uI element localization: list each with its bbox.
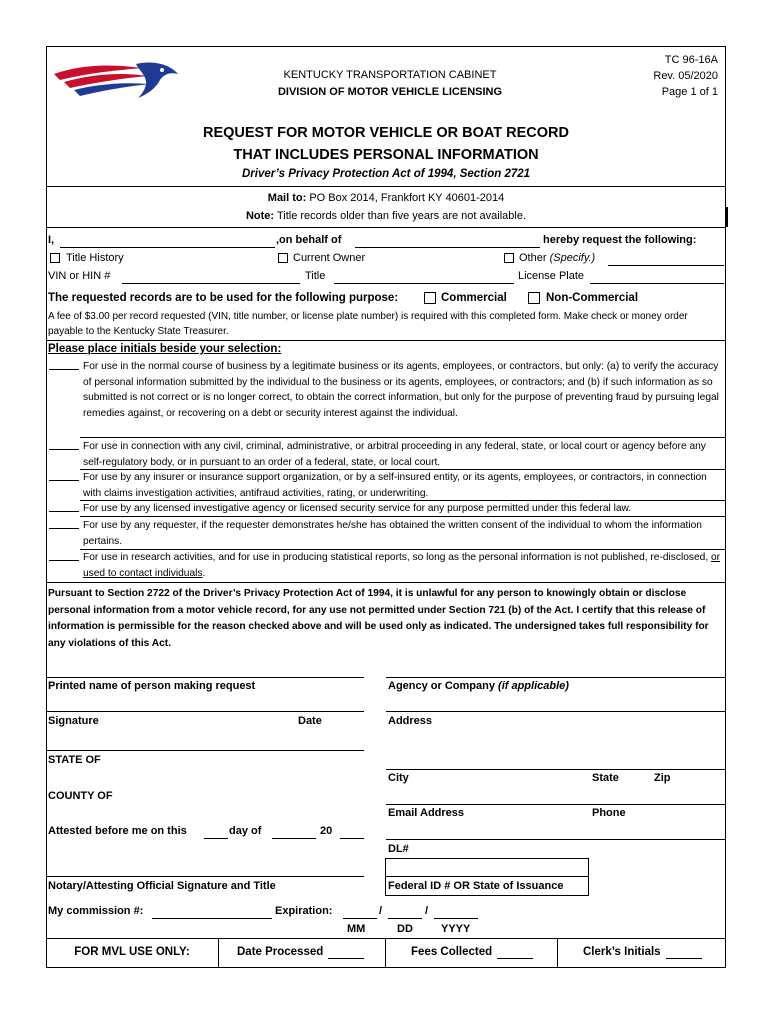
current-owner-label: Current Owner [293, 252, 366, 264]
on-behalf-field[interactable] [355, 247, 540, 248]
county-of-label: COUNTY OF [48, 790, 113, 802]
city-label: City [388, 772, 409, 784]
mvl-use-label: FOR MVL USE ONLY: [74, 946, 190, 958]
option-research[interactable]: For use in research activities, and for use in producing statistical reports, so long as the personal information is not published, re-disclosed, or used to contact individuals. [49, 550, 724, 581]
phone-label: Phone [592, 807, 626, 819]
commission-label: My commission #: [48, 905, 144, 917]
title-label: Title [305, 270, 326, 282]
fees-collected-field[interactable] [497, 958, 533, 959]
form-title-line2: THAT INCLUDES PERSONAL INFORMATION [233, 147, 539, 163]
agency-label: Agency or Company (if applicable) [388, 680, 569, 692]
form-info [600, 52, 718, 100]
initials-blank[interactable] [49, 359, 79, 370]
form-subtitle: Driver’s Privacy Protection Act of 1994, Section 2721 [241, 168, 531, 180]
other-field[interactable] [608, 265, 724, 266]
form-title-line1: REQUEST FOR MOTOR VEHICLE OR BOAT RECORD [202, 125, 569, 141]
commercial-label: Commercial [441, 292, 507, 304]
attested-label: Attested before me on this [48, 825, 187, 837]
option-investigative[interactable]: For use by any licensed investigative agency or licensed security service for any purpose permitted under this federal law. [49, 501, 724, 517]
commercial-checkbox[interactable] [424, 292, 436, 304]
selection-heading: Please place initials beside your selection: [48, 343, 282, 355]
i-label: I, [48, 234, 55, 246]
vin-field[interactable] [122, 283, 300, 284]
dl-label: DL# [388, 843, 409, 855]
address-label: Address [388, 715, 433, 727]
initials-blank[interactable] [49, 470, 79, 481]
federal-id-label: Federal ID # OR State of Issuance [388, 880, 564, 892]
day-of-label: day of [229, 825, 262, 837]
noncommercial-label: Non-Commercial [546, 292, 639, 304]
vin-label: VIN or HIN # [48, 270, 111, 282]
commission-field[interactable] [152, 918, 272, 919]
clerk-initials-field[interactable] [666, 958, 702, 959]
page-number: Page 1 of 1 [661, 86, 718, 98]
date-label: Date [298, 715, 322, 727]
notary-label: Notary/Attesting Official Signature and Title [48, 880, 276, 892]
attested-year-field[interactable] [340, 838, 364, 839]
note: Note: Title records older than five years are not available. [245, 210, 527, 222]
attested-day-field[interactable] [204, 838, 228, 839]
form-number: TC 96-16A [664, 54, 718, 66]
expiration-label: Expiration: [275, 905, 333, 917]
current-owner-checkbox[interactable] [278, 253, 288, 263]
initials-blank[interactable] [49, 550, 79, 561]
other-label: Other (Specify.) [519, 252, 596, 264]
initials-blank[interactable] [49, 439, 79, 450]
state-of-label: STATE OF [48, 754, 101, 766]
requester-name-field[interactable] [60, 247, 275, 248]
initials-blank[interactable] [49, 501, 79, 512]
hereby-label: hereby request the following: [543, 234, 697, 246]
date-processed-field[interactable] [328, 958, 364, 959]
option-business[interactable]: For use in the normal course of business by a legitimate business or its agents, employees, or contractors, but only: (a) to verify the accuracy of personal information submitted by the individual to the business or its agents, employees, or contractors; and (b) if such information as so submitted is not correct or is no longer correct, to obtain the correct information, but only for the purpose of preventing fraud by pursuing legal remedies against, or recovering on a debt or security interest against the individual. [49, 359, 724, 437]
agency-name: KENTUCKY TRANSPORTATION CABINET [283, 69, 497, 81]
state-label: State [592, 772, 619, 784]
option-legal-proceeding[interactable]: For use in connection with any civil, criminal, administrative, or arbitral proceeding in any federal, state, or local court or agency before any self-regulatory body, or in pursuant to an order of a federal, state, or local court. [49, 439, 724, 470]
fees-collected-label: Fees Collected [411, 946, 493, 958]
year-prefix-label: 20 [320, 825, 333, 837]
attested-month-field[interactable] [272, 838, 316, 839]
license-plate-label: License Plate [518, 270, 585, 282]
option-written-consent[interactable]: For use by any requester, if the requester demonstrates he/she has obtained the written consent of the individual to whom the information pertains. [49, 518, 724, 549]
license-plate-field[interactable] [590, 283, 724, 284]
signature-label: Signature [48, 715, 99, 727]
dd-label: DD [397, 923, 413, 935]
fee-note: A fee of $3.00 per record requested (VIN, title number, or license plate number) is required with this completed form. Make check or money order payable to the Kentucky State Treasurer. [48, 311, 688, 337]
purpose-label: The requested records are to be used for the following purpose: [48, 292, 399, 304]
expiration-mm-field[interactable] [343, 918, 377, 919]
date-processed-label: Date Processed [237, 946, 324, 958]
expiration-dd-field[interactable] [388, 918, 422, 919]
noncommercial-checkbox[interactable] [528, 292, 540, 304]
option-insurer[interactable]: For use by any insurer or insurance support organization, or by a self-insured entity, or its agents, employees, or contractors, in connection with claims investigation activities, antifraud activities, rating, or underwriting. [49, 470, 724, 501]
expiration-yyyy-field[interactable] [434, 918, 478, 919]
email-label: Email Address [388, 807, 465, 819]
kentucky-logo [52, 58, 184, 104]
mm-label: MM [347, 923, 366, 935]
other-checkbox[interactable] [504, 253, 514, 263]
division-name: DIVISION OF MOTOR VEHICLE LICENSING [277, 86, 503, 98]
form-revision: Rev. 05/2020 [653, 70, 718, 82]
mail-to: Mail to: PO Box 2014, Frankfort KY 40601-2014 [267, 192, 505, 204]
zip-label: Zip [654, 772, 671, 784]
yyyy-label: YYYY [441, 923, 471, 935]
title-history-label: Title History [66, 252, 124, 264]
title-field[interactable] [334, 283, 514, 284]
certification-text: Pursuant to Section 2722 of the Driver’s Privacy Protection Act of 1994, it is unlawful for any person to knowingly obtain or disclose personal information from a motor vehicle record, for any use not permitted under Section 721 (b) of the Act. I certify that this release of information is permissible for the reason checked above and will be used only as indicated. The undersigned takes full responsibility for any violations of this Act. [48, 588, 709, 649]
initials-blank[interactable] [49, 518, 79, 529]
title-history-checkbox[interactable] [50, 253, 60, 263]
clerk-initials-label: Clerk’s Initials [583, 946, 661, 958]
printed-name-label: Printed name of person making request [48, 680, 256, 692]
on-behalf-label: ,on behalf of [276, 234, 342, 246]
